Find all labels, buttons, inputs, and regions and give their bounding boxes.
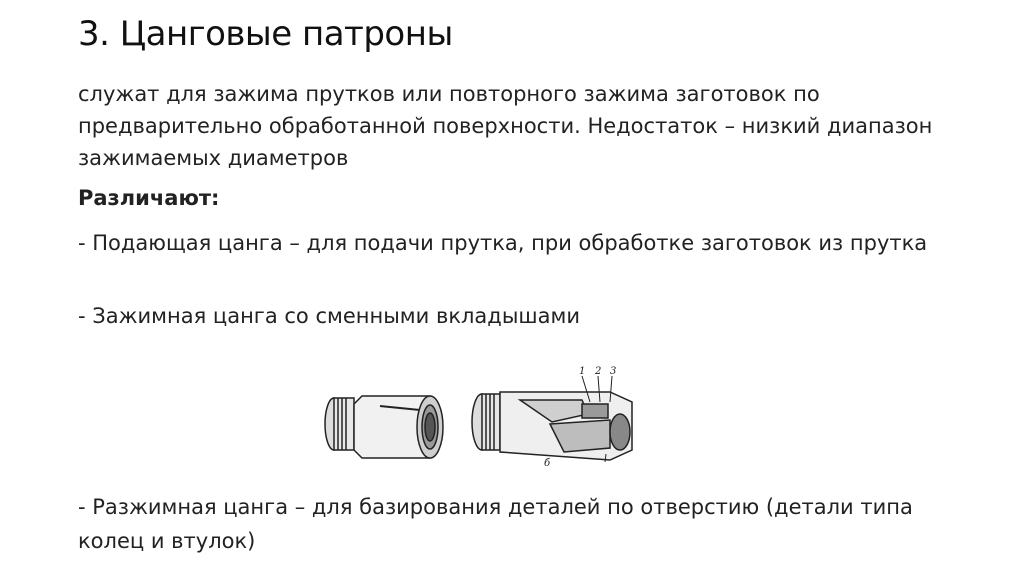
collet-sleeve-drawing: [325, 396, 443, 458]
intro-paragraph: служат для зажима прутков или повторного зажима заготовок по предварительно обработанной поверхности. Недостаток – низкий диапазон зажимаемых диаметров: [78, 82, 933, 170]
figure-label-1: 1: [579, 366, 586, 377]
figure-label-3: 3: [610, 366, 617, 377]
bullet-clamp-collet: - Зажимная цанга со сменными вкладышами: [78, 304, 580, 328]
collet-illustration: [320, 362, 650, 477]
figure-label-2: 2: [595, 366, 602, 377]
bullet-expanding-collet: - Разжимная цанга – для базирования деталей по отверстию (детали типа колец и втулок): [78, 495, 913, 553]
slide-title: 3. Цанговые патроны: [78, 14, 453, 54]
subheading: Различают:: [78, 186, 220, 210]
figure-label-b: б: [544, 458, 551, 469]
bullet-feed-collet: - Подающая цанга – для подачи прутка, при обработке заготовок из прутка: [78, 231, 928, 255]
collet-cutaway-drawing: [472, 392, 632, 460]
